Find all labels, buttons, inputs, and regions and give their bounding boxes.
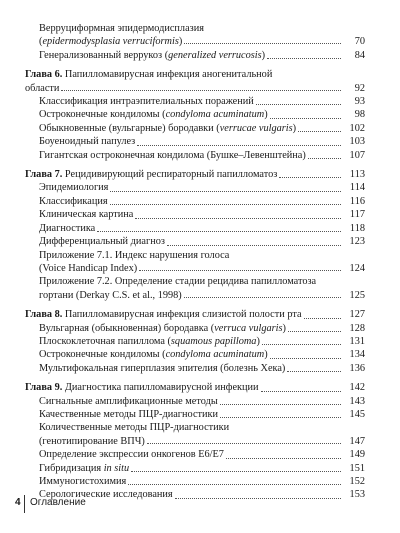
entry-page-number: 103 xyxy=(349,136,365,148)
entry-text-fragment: (Voice Handicap Index) xyxy=(39,262,138,274)
dot-leader xyxy=(128,483,341,485)
dot-leader xyxy=(226,457,341,459)
entry-text-fragment: Остроконечные кондиломы ( xyxy=(39,109,166,121)
dot-leader xyxy=(131,470,341,472)
toc-entry[interactable] xyxy=(25,249,365,276)
entry-text-fragment: Гибридизация xyxy=(39,462,104,474)
dot-leader xyxy=(287,370,341,372)
entry-text-fragment: condyloma acuminatum xyxy=(165,109,265,121)
toc-entry[interactable] xyxy=(25,448,365,461)
entry-title xyxy=(39,122,296,135)
toc-entry[interactable] xyxy=(25,122,365,135)
toc-entry[interactable] xyxy=(25,149,365,162)
dot-leader xyxy=(261,390,341,392)
entry-title xyxy=(39,235,165,248)
chapter-number: Глава 7. xyxy=(25,169,63,181)
entry-text-fragment: (генотипирование ВПЧ) xyxy=(39,435,145,447)
entry-page-number: 145 xyxy=(349,408,365,420)
toc-entry[interactable] xyxy=(25,475,365,488)
toc-chapter-entry[interactable] xyxy=(25,381,365,394)
entry-page-number: 92 xyxy=(354,82,365,94)
entry-title xyxy=(39,195,108,208)
entry-text-fragment: Сигнальные амплификационные методы xyxy=(39,395,218,407)
entry-title xyxy=(25,69,341,93)
toc-entry[interactable] xyxy=(25,49,365,62)
entry-page-number: 134 xyxy=(349,349,365,361)
entry-text-fragment: Мультифокальная гиперплазия эпителия (болезнь Хека) xyxy=(39,362,286,374)
dot-leader xyxy=(167,244,341,246)
chapter-number: Глава 9. xyxy=(25,382,63,394)
entry-text-fragment: ( xyxy=(39,36,43,48)
toc-entry[interactable] xyxy=(25,408,365,421)
entry-text-fragment: squamous papilloma xyxy=(170,335,257,347)
entry-page-number: 127 xyxy=(349,309,365,321)
entry-page-number: 136 xyxy=(349,362,365,374)
entry-text-fragment: ) xyxy=(261,49,266,61)
dot-leader xyxy=(147,443,341,444)
section-label: Оглавление xyxy=(30,497,86,508)
entry-title xyxy=(39,395,218,408)
entry-title xyxy=(39,348,268,361)
dot-leader xyxy=(184,43,341,44)
toc-chapter-entry[interactable] xyxy=(25,168,365,181)
toc-entry[interactable] xyxy=(25,208,365,221)
dot-leader xyxy=(220,403,341,405)
entry-page-number: 84 xyxy=(354,49,365,61)
toc-chapter-entry[interactable] xyxy=(25,308,365,321)
entry-title xyxy=(39,335,260,348)
dot-leader xyxy=(288,330,341,332)
dot-leader xyxy=(110,203,341,205)
toc-entry[interactable] xyxy=(25,22,365,49)
toc-entry[interactable] xyxy=(25,348,365,361)
entry-text-fragment: Приложение 7.2. Определение стадии рецидива папилломатоза xyxy=(39,276,317,288)
toc-entry[interactable] xyxy=(25,275,365,302)
entry-text-fragment: Папилломавирусная инфекция аногенитальной xyxy=(62,69,273,81)
entry-text-fragment: Иммуногистохимия xyxy=(39,476,127,487)
entry-title xyxy=(25,308,302,321)
toc-entry[interactable] xyxy=(25,335,365,348)
entry-title xyxy=(39,362,285,375)
entry-page-number: 114 xyxy=(349,182,365,194)
toc-entry[interactable] xyxy=(25,421,365,448)
dot-leader xyxy=(256,103,341,105)
entry-title xyxy=(39,462,129,475)
toc-entry[interactable] xyxy=(25,95,365,108)
entry-title xyxy=(39,222,95,235)
entry-title xyxy=(39,108,268,121)
entry-title xyxy=(39,149,306,162)
dot-leader xyxy=(135,217,341,219)
entry-page-number: 125 xyxy=(349,289,365,301)
entry-title xyxy=(39,181,108,194)
entry-title xyxy=(39,208,133,221)
entry-text-fragment: Эпидемиология xyxy=(39,182,109,194)
entry-text-fragment: Дифференциальный диагноз xyxy=(39,236,165,248)
entry-text-fragment: Диагностика папилломавирусной инфекции xyxy=(62,382,259,394)
entry-page-number: 93 xyxy=(354,96,365,108)
entry-page-number: 143 xyxy=(349,395,365,407)
toc-chapter-entry[interactable] xyxy=(25,68,365,95)
entry-text-fragment: Вульгарная (обыкновенная) бородавка ( xyxy=(39,322,215,334)
entry-text-fragment: Рецидивирующий респираторный папилломатоз xyxy=(62,169,278,181)
entry-page-number: 149 xyxy=(349,449,365,461)
entry-page-number: 70 xyxy=(354,36,365,48)
entry-page-number: 151 xyxy=(349,462,365,474)
toc-entry[interactable] xyxy=(25,235,365,248)
entry-page-number: 142 xyxy=(349,382,365,394)
entry-text-fragment: Клиническая картина xyxy=(39,209,134,221)
toc-entry[interactable] xyxy=(25,181,365,194)
entry-text-fragment: Приложение 7.1. Индекс нарушения голоса xyxy=(39,249,230,261)
entry-page-number: 116 xyxy=(349,195,365,207)
entry-title xyxy=(39,408,218,421)
entry-page-number: 131 xyxy=(349,335,365,347)
entry-page-number: 128 xyxy=(349,322,365,334)
dot-leader xyxy=(298,130,341,132)
entry-text-fragment: condyloma acuminatum xyxy=(165,349,265,361)
dot-leader xyxy=(270,357,341,359)
toc-entry[interactable] xyxy=(25,322,365,335)
entry-text-fragment: Качественные методы ПЦР-диагностики xyxy=(39,408,219,420)
entry-page-number: 153 xyxy=(349,489,365,501)
entry-text-fragment: Верруциформная эпидермодисплазия xyxy=(39,23,204,34)
entry-text-fragment: Диагностика xyxy=(39,222,96,234)
entry-page-number: 117 xyxy=(349,209,365,221)
entry-text-fragment: Классификация интраэпителиальных поражений xyxy=(39,96,254,108)
dot-leader xyxy=(61,90,341,91)
entry-text-fragment: Обыкновенные (вульгарные) бородавки ( xyxy=(39,122,220,134)
entry-text-fragment: ) xyxy=(178,36,183,48)
toc-entry[interactable] xyxy=(25,362,365,375)
entry-text-fragment: verrucae vulgaris xyxy=(219,122,293,134)
toc-entry[interactable] xyxy=(25,222,365,235)
entry-text-fragment: Гигантская остроконечная кондилома (Бушке–Левенштейна) xyxy=(39,149,306,161)
footer-divider xyxy=(24,495,25,513)
page-footer xyxy=(0,495,400,513)
entry-title xyxy=(39,135,135,148)
entry-page-number: 123 xyxy=(349,236,365,248)
entry-title xyxy=(39,250,341,274)
dot-leader xyxy=(110,190,341,192)
entry-page-number: 113 xyxy=(349,169,365,181)
entry-title xyxy=(25,381,259,394)
entry-text-fragment: гортани (Derkay C.S. et al., 1998) xyxy=(39,289,182,301)
entry-text-fragment: Плоскоклеточная папиллома ( xyxy=(39,335,171,347)
chapter-number: Глава 6. xyxy=(25,69,63,81)
dot-leader xyxy=(279,176,341,178)
entry-text-fragment: Генерализованный веррукоз ( xyxy=(39,49,169,61)
chapter-number: Глава 8. xyxy=(25,309,63,321)
entry-page-number: 147 xyxy=(349,435,365,447)
entry-page-number: 98 xyxy=(354,109,365,121)
toc-entry[interactable] xyxy=(25,135,365,148)
entry-text-fragment: ) xyxy=(282,322,286,334)
entry-text-fragment: epidermodysplasia verruciformis xyxy=(42,36,179,48)
entry-text-fragment: Остроконечные кондиломы ( xyxy=(39,349,166,361)
dot-leader xyxy=(137,144,341,146)
dot-leader xyxy=(262,343,341,345)
dot-leader xyxy=(139,270,341,271)
entry-text-fragment: verruca vulgaris xyxy=(214,322,283,334)
entry-text-fragment: Определение экспрессии онкогенов E6/E7 xyxy=(39,449,224,461)
entry-page-number: 102 xyxy=(349,122,365,134)
entry-title xyxy=(25,168,277,181)
entry-page-number: 107 xyxy=(349,149,365,161)
entry-text-fragment: Количественные методы ПЦР-диагностики xyxy=(39,422,230,434)
dot-leader xyxy=(270,117,341,119)
entry-text-fragment: Серологические исследования xyxy=(39,489,173,501)
entry-title xyxy=(39,422,341,446)
entry-text-fragment: ) xyxy=(292,122,297,134)
entry-title xyxy=(39,475,126,488)
dot-leader xyxy=(308,157,341,159)
entry-text-fragment: ) xyxy=(264,109,268,121)
entry-title xyxy=(39,23,341,47)
dot-leader xyxy=(184,297,341,298)
page-number: 4 xyxy=(15,497,21,508)
entry-page-number: 124 xyxy=(349,262,365,274)
entry-title xyxy=(39,276,341,300)
entry-title xyxy=(39,95,254,108)
entry-page-number: 118 xyxy=(349,222,365,234)
toc-entry[interactable] xyxy=(25,395,365,408)
toc-entry[interactable] xyxy=(25,108,365,121)
entry-text-fragment: Папилломавирусная инфекция слизистой полости рта xyxy=(62,309,302,321)
entry-title xyxy=(39,49,265,62)
dot-leader xyxy=(220,416,341,418)
toc-entry[interactable] xyxy=(25,195,365,208)
toc-entry[interactable] xyxy=(25,462,365,475)
entry-page-number: 152 xyxy=(349,476,365,487)
entry-text-fragment: Классификация xyxy=(39,195,108,207)
entry-text-fragment: ) xyxy=(264,349,268,361)
dot-leader xyxy=(267,57,341,59)
entry-text-fragment: ) xyxy=(256,335,260,347)
dot-leader xyxy=(304,317,341,319)
entry-text-fragment: Боуеноидный папулез xyxy=(39,136,136,148)
entry-text-fragment: generalized verrucosis xyxy=(168,49,262,61)
entry-title xyxy=(39,448,224,461)
table-of-contents xyxy=(25,22,365,502)
entry-title xyxy=(39,322,286,335)
entry-text-fragment: области xyxy=(25,82,60,94)
entry-text-fragment: in situ xyxy=(103,462,130,474)
dot-leader xyxy=(97,230,341,232)
